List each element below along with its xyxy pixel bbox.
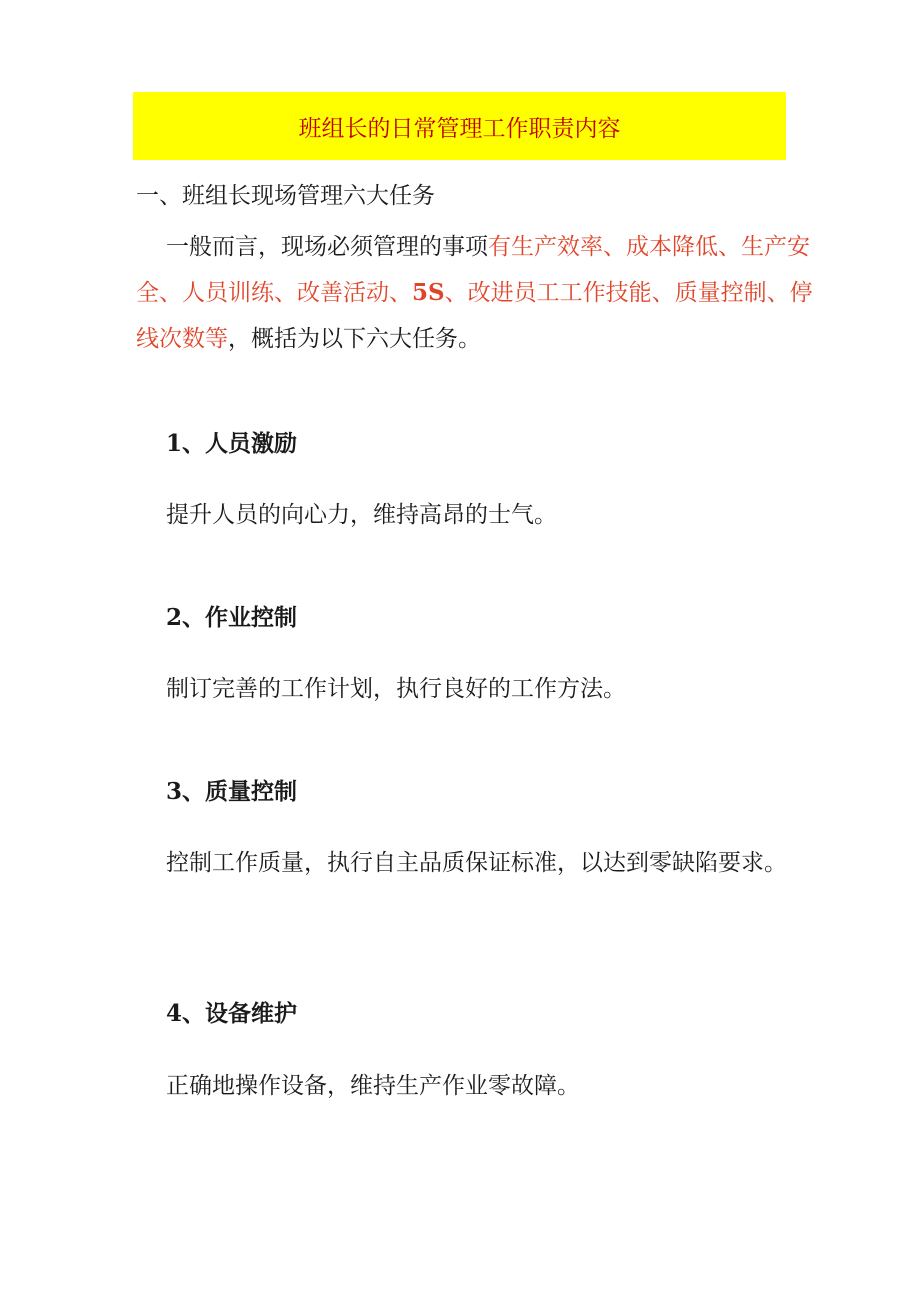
document-title: 班组长的日常管理工作职责内容 — [298, 115, 621, 142]
title-banner — [133, 92, 786, 160]
task-heading-1 — [166, 426, 297, 462]
task-description-1 — [136, 490, 816, 540]
task-number: 1 — [166, 430, 183, 457]
intro-tail: ，概括为以下六大任务。 — [228, 326, 481, 352]
task-title: 质量控制 — [205, 779, 298, 805]
task-heading-2 — [166, 600, 297, 636]
intro-highlight-5s: 5S — [412, 279, 445, 306]
task-description-3 — [136, 838, 816, 888]
task-number: 3 — [166, 778, 183, 805]
intro-paragraph — [136, 224, 816, 362]
task-heading-4 — [166, 996, 297, 1032]
task-description-text: 制订完善的工作计划，执行良好的工作方法。 — [166, 676, 626, 702]
intro-highlight-1: 有生产效率、成本降低、生产安全、人员训练、改善活动、 — [136, 234, 810, 306]
task-title: 作业控制 — [205, 605, 298, 631]
intro-highlight-2: 、改进员工工作技能、质量控制、停线次数等 — [136, 280, 813, 352]
task-description-4 — [136, 1061, 816, 1111]
task-description-text: 正确地操作设备，维持生产作业零故障。 — [166, 1073, 580, 1099]
task-description-2 — [136, 664, 816, 714]
section-heading: 一、班组长现场管理六大任务 — [136, 183, 435, 209]
task-separator: 、 — [182, 605, 206, 631]
intro-lead: 一般而言，现场必须管理的事项 — [166, 234, 488, 260]
task-description-text: 控制工作质量，执行自主品质保证标准，以达到零缺陷要求。 — [166, 850, 787, 876]
task-separator: 、 — [182, 431, 206, 457]
task-number: 2 — [166, 604, 183, 631]
task-title: 人员激励 — [205, 431, 298, 457]
task-separator: 、 — [182, 1001, 206, 1027]
task-number: 4 — [166, 1000, 183, 1027]
task-separator: 、 — [182, 779, 206, 805]
task-heading-3 — [166, 774, 297, 810]
task-title: 设备维护 — [205, 1001, 298, 1027]
task-description-text: 提升人员的向心力，维持高昂的士气。 — [166, 502, 557, 528]
